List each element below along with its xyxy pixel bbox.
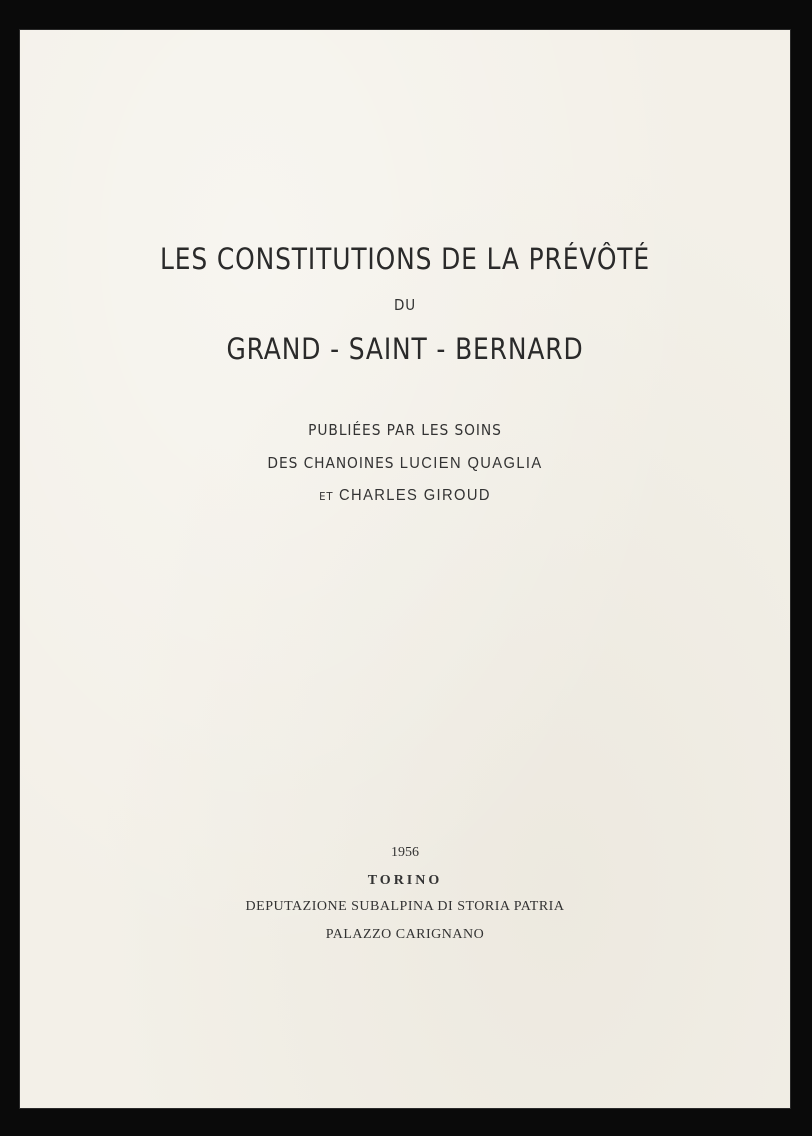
credit-line-1: PUBLIÉES PAR LES SOINS [308,421,502,439]
title-line-1: LES CONSTITUTIONS DE LA PRÉVÔTÉ [159,242,651,276]
publication-year: 1956 [391,845,419,860]
credit-line-3 [51,486,759,505]
credit-line-2-prefix: DES CHANOINES [267,454,400,472]
title-line-2: DU [393,296,417,314]
publication-city: TORINO [367,873,443,888]
editor-name-1: LUCIEN QUAGLIA [399,455,543,472]
title-line-3: GRAND - SAINT - BERNARD [226,332,584,366]
book-cover [20,30,790,1108]
publisher-address: PALAZZO CARIGNANO [325,927,485,942]
editor-name-2: CHARLES GIROUD [339,487,491,504]
publisher-name: DEPUTAZIONE SUBALPINA DI STORIA PATRIA [245,899,565,914]
credit-line-3-prefix: ET [319,490,334,503]
credit-line-2 [51,454,759,473]
